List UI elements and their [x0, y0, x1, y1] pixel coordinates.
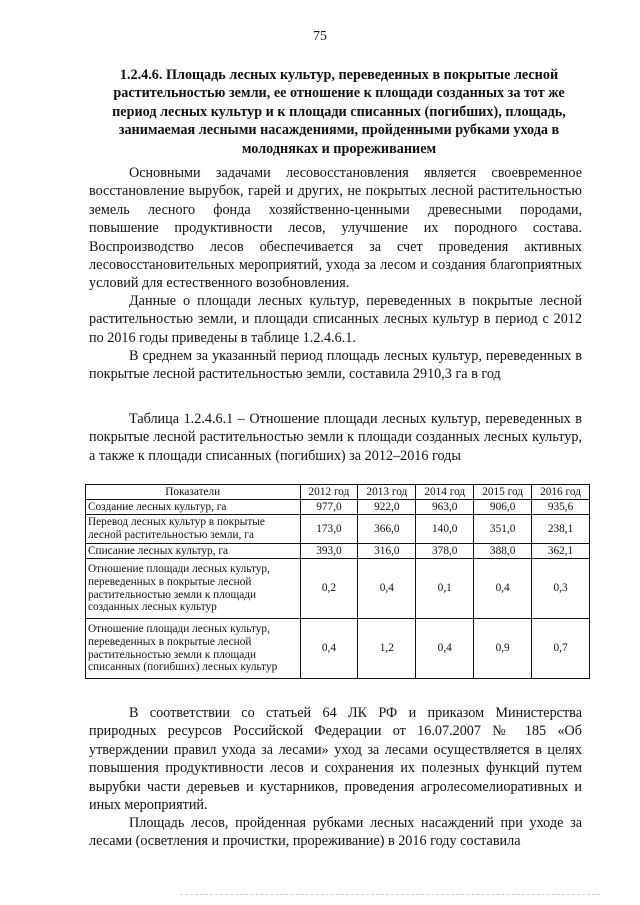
forest-cultures-table	[85, 484, 590, 679]
table-cell: 0,4	[416, 619, 474, 679]
table-cell: 906,0	[474, 500, 532, 515]
table-cell: 0,2	[300, 559, 358, 619]
paragraph-table-reference: Данные о площади лесных культур, переведенных в покрытые лесной растительностью земли, и площади списанных лесных культур в период с 2012 по 2016 годы приведены в таблице 1.2.4.6.1.	[89, 293, 582, 346]
table-cell: 935,6	[532, 500, 590, 515]
table-header-row	[86, 485, 590, 500]
row-label: Списание лесных культур, га	[86, 544, 301, 559]
table-cell: 963,0	[416, 500, 474, 515]
table-cell: 316,0	[358, 544, 416, 559]
table-cell: 362,1	[532, 544, 590, 559]
table-cell: 0,4	[474, 559, 532, 619]
row-label: Перевод лесных культур в покрытые лесной растительностью земли, га	[86, 515, 301, 544]
column-header: 2015 год	[474, 485, 532, 500]
table-cell: 173,0	[300, 515, 358, 544]
row-label: Отношение площади лесных культур, переведенных в покрытые лесной растительностью земли к площади списанных (погибших) лесных культур	[86, 619, 301, 679]
table-cell: 0,9	[474, 619, 532, 679]
table-cell: 393,0	[300, 544, 358, 559]
table-row	[86, 500, 590, 515]
table-cell: 977,0	[300, 500, 358, 515]
table-cell: 140,0	[416, 515, 474, 544]
column-header: 2013 год	[358, 485, 416, 500]
scan-artifact-divider	[180, 894, 600, 899]
table-cell: 922,0	[358, 500, 416, 515]
table-cell: 0,7	[532, 619, 590, 679]
table-cell: 366,0	[358, 515, 416, 544]
section-heading: 1.2.4.6. Площадь лесных культур, переведенных в покрытые лесной растительностью земли, ее отношение к площади созданных за тот же период лесных культур и к площади списанных (погибших), площадь, занимаемая лесными насаждениями, пройденными рубками ухода в молодняках и прореживанием	[112, 67, 566, 157]
table-cell: 0,1	[416, 559, 474, 619]
table-row	[86, 544, 590, 559]
table-cell: 238,1	[532, 515, 590, 544]
table-row	[86, 515, 590, 544]
table-caption: Таблица 1.2.4.6.1 – Отношение площади лесных культур, переведенных в покрытые лесной растительностью земли к площади созданных лесных культур, а также к площади списанных (погибших) за 2012–2016 годы	[89, 411, 582, 464]
table-cell: 0,4	[300, 619, 358, 679]
table-cell: 1,2	[358, 619, 416, 679]
table-cell: 0,4	[358, 559, 416, 619]
paragraph-forest-care-law: В соответствии со статьей 64 ЛК РФ и приказом Министерства природных ресурсов Российской Федерации от 16.07.2007 № 185 «Об утверждении правил ухода за лесами» уход за лесами осуществляется в целях повышения продуктивности лесов и сохранения их полезных функций путем вырубки части деревьев и кустарников, проведения агролесомелиоративных и иных мероприятий.	[89, 705, 582, 814]
column-header: 2012 год	[300, 485, 358, 500]
paragraph-thinning-area: Площадь лесов, пройденная рубками лесных насаждений при уходе за лесами (осветления и прочистки, прореживание) в 2016 году составила	[89, 815, 582, 850]
row-label: Создание лесных культур, га	[86, 500, 301, 515]
column-header: Показатели	[86, 485, 301, 500]
table-cell: 351,0	[474, 515, 532, 544]
page-number: 75	[313, 29, 327, 44]
column-header: 2016 год	[532, 485, 590, 500]
table-cell: 388,0	[474, 544, 532, 559]
table-cell: 378,0	[416, 544, 474, 559]
table-row	[86, 619, 590, 679]
column-header: 2014 год	[416, 485, 474, 500]
row-label: Отношение площади лесных культур, переведенных в покрытые лесной растительностью земли к площади созданных лесных культур	[86, 559, 301, 619]
paragraph-average-area: В среднем за указанный период площадь лесных культур, переведенных в покрытые лесной растительностью земли, составила 2910,3 га в год	[89, 348, 582, 383]
table-row	[86, 559, 590, 619]
table-cell: 0,3	[532, 559, 590, 619]
paragraph-reforestation-tasks: Основными задачами лесовосстановления является своевременное восстановление вырубок, гарей и других, не покрытых лесной растительностью земель лесного фонда хозяйственно-ценными древесными породами, повышение продуктивности лесов, улучшение их породного состава. Воспроизводство лесов обеспечивается за счет проведения активных лесовосстановительных мероприятий, ухода за лесом и создания благоприятных условий для естественного возобновления.	[89, 165, 582, 292]
